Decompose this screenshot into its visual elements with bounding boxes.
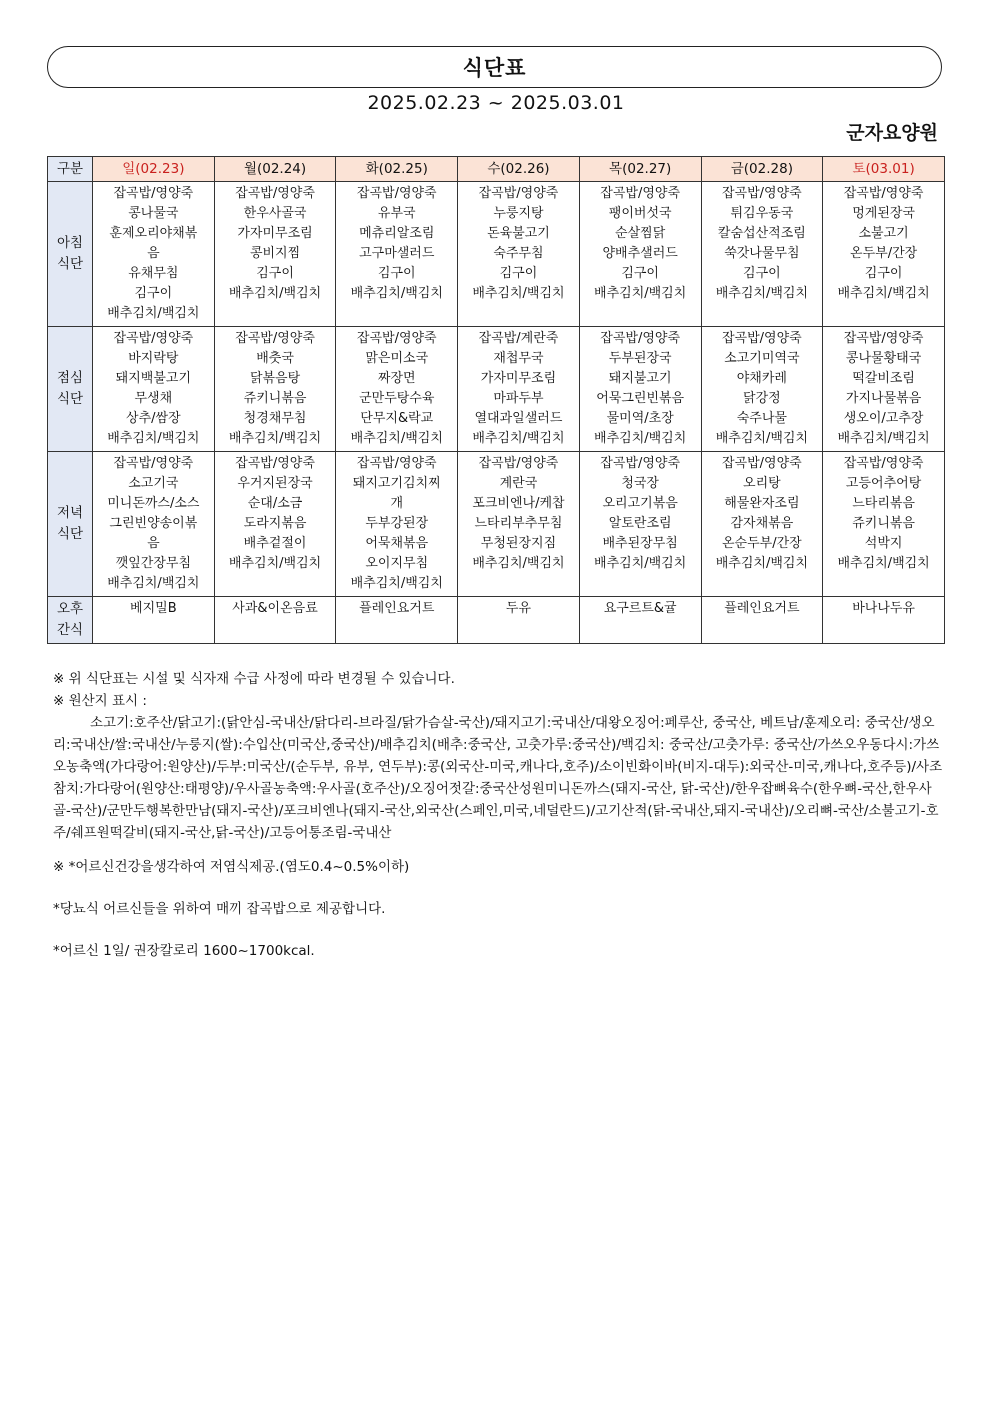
date-range: 2025.02.23 ~ 2025.03.01: [367, 92, 625, 114]
menu-item: 미니돈까스/소스: [107, 496, 200, 511]
notes-section: [53, 668, 943, 962]
menu-item: 배추김치/백김치: [350, 431, 443, 446]
menu-item: 배추김치/백김치: [107, 306, 200, 321]
menu-item: 돼지불고기: [608, 371, 672, 386]
menu-item: 유부국: [377, 206, 416, 221]
menu-item: 야채카레: [736, 371, 787, 386]
menu-item: 계란국: [499, 476, 538, 491]
menu-item: 마파두부: [493, 391, 544, 406]
menu-item: 상추/쌈장: [126, 411, 181, 426]
menu-cell-snack-tue: [336, 597, 458, 644]
menu-item: 배추김치/백김치: [594, 556, 687, 571]
menu-cell-breakfast-thu: [579, 182, 701, 327]
menu-item: 잡곡밥/영양죽: [478, 186, 559, 201]
menu-item: 배추김치/백김치: [350, 576, 443, 591]
menu-item: 배추김치/백김치: [594, 431, 687, 446]
menu-item: 해물완자조림: [724, 496, 800, 511]
menu-cell-snack-fri: [701, 597, 823, 644]
menu-item: 배추김치/백김치: [350, 286, 443, 301]
menu-cell-breakfast-fri: [701, 182, 823, 327]
menu-item: 군만두탕수육: [359, 391, 435, 406]
menu-item: 잡곡밥/영양죽: [722, 186, 802, 201]
meal-label-line: 점심: [56, 370, 84, 386]
menu-item: 쥬키니볶음: [243, 391, 307, 406]
menu-item: 포크비엔나/케찹: [472, 496, 565, 511]
menu-item: 양배추샐러드: [602, 246, 678, 261]
menu-item: 잡곡밥/영양죽: [478, 456, 559, 471]
day-header-sun: 일(02.23): [93, 157, 215, 182]
menu-item: 배추김치/백김치: [715, 556, 809, 571]
menu-item: 짜장면: [377, 371, 416, 386]
menu-item: 열대과일샐러드: [474, 411, 563, 426]
menu-item: 닭강정: [743, 391, 781, 406]
menu-cell-snack-sun: [93, 597, 215, 644]
origin-text: 소고기:호주산/닭고기:(닭안심-국내산/닭다리-브라질/닭가슴살-국산)/돼지고기:국내산/대왕오징어:페루산, 중국산, 베트남/훈제오리: 중국산/생오리:국내산/쌀:국내산/누룽지(쌀):수입산(미국산,중국산)/배추김치(배추:중국산, 고춧가루:중국산)/백김치: 중국산/고춧가루: 중국산/가쓰오우동다시:가쓰오농축액(가다랑어:원양산)/두부:미국산/(순두부, 유부, 연두부):콩(외국산-미국,캐나다,호주)/소이빈화이바(비지-대두):외국산-미국,캐나다,호주등)/사조참치:가다랑어(원양산:태평양)/우사골농축액:우사골(호주산)/오징어젓갈:중국산성원미니돈까스(돼지-국산, 닭-국산)/한우잡뼈육수(한우뼈-국산,한우사골-국산)/군만두행복한만남(돼지-국산)/포크비엔나(돼지-국산,외국산(스페인,미국,네덜란드)/고기산적(닭-국내산,돼지-국내산)/오리뼈-국산/소불고기-호주/쉐프원떡갈비(돼지-국산,닭-국산)/고등어통조림-국내산: [53, 715, 943, 841]
menu-item: 튀김우동국: [730, 206, 794, 221]
meal-label-lunch: [48, 327, 93, 452]
menu-item: 메츄리알조림: [359, 226, 435, 241]
meal-label-line: 식단: [56, 526, 84, 542]
menu-item: 콩비지찜: [249, 246, 301, 261]
menu-item: 한우사골국: [243, 206, 307, 221]
menu-item: 잡곡밥/영양죽: [356, 186, 437, 201]
menu-item: 팽이버섯국: [608, 206, 672, 221]
menu-cell-dinner-thu: [579, 452, 701, 597]
meal-row-dinner: [48, 452, 945, 597]
menu-cell-lunch-fri: [701, 327, 823, 452]
menu-cell-lunch-sat: [823, 327, 945, 452]
origin-heading: ※ 원산지 표시 :: [53, 693, 147, 709]
menu-item: 배추김치/백김치: [837, 286, 930, 301]
menu-item: 잡곡밥/영양죽: [843, 186, 924, 201]
day-header-thu: 목(02.27): [579, 157, 701, 182]
menu-item: 배추겉절이: [243, 536, 307, 551]
menu-item: 숙주무침: [493, 246, 544, 261]
menu-item: 두유: [505, 601, 532, 616]
menu-item: 누룽지탕: [493, 206, 544, 221]
meal-label-line: 식단: [56, 391, 84, 407]
menu-item: 잡곡밥/영양죽: [600, 186, 681, 201]
menu-item: 잡곡밥/영양죽: [356, 456, 437, 471]
menu-item: 깻잎간장무침: [115, 556, 192, 571]
menu-item: 그린빈양송이볶: [109, 516, 198, 531]
menu-item: 멍게된장국: [852, 206, 915, 221]
menu-item: 배추김치/백김치: [228, 286, 322, 301]
menu-item: 음: [147, 536, 160, 551]
diabetes-note: *당뇨식 어르신들을 위하여 매끼 잡곡밥으로 제공합니다.: [53, 901, 386, 917]
menu-item: 플레인요거트: [724, 601, 800, 616]
menu-item: 감자채볶음: [730, 516, 794, 531]
menu-item: 배추김치/백김치: [837, 556, 930, 571]
menu-item: 잡곡밥/영양죽: [722, 331, 802, 346]
menu-item: 유채무침: [128, 266, 179, 281]
menu-item: 배추김치/백김치: [228, 556, 322, 571]
menu-cell-lunch-mon: [214, 327, 336, 452]
menu-item: 돼지고기김치찌: [352, 476, 441, 491]
menu-item: 청국장: [621, 476, 659, 491]
menu-item: 두부된장국: [608, 351, 672, 366]
menu-item: 배추김치/백김치: [472, 431, 565, 446]
calorie-note: *어르신 1일/ 권장칼로리 1600~1700kcal.: [53, 943, 315, 959]
menu-item: 쑥갓나물무침: [724, 246, 800, 261]
menu-item: 석박지: [864, 536, 903, 551]
meal-label-line: 오후: [56, 601, 84, 617]
menu-item: 온두부/간장: [850, 246, 918, 261]
menu-cell-dinner-fri: [701, 452, 823, 597]
menu-item: 김구이: [377, 266, 416, 281]
menu-item: 칼숨섭산적조림: [717, 226, 806, 241]
menu-item: 무생채: [134, 391, 173, 406]
meal-label-line: 간식: [56, 622, 84, 638]
menu-item: 김구이: [864, 266, 903, 281]
menu-item: 베지밀B: [130, 601, 177, 616]
menu-item: 개: [390, 496, 404, 511]
menu-item: 배추된장무침: [602, 536, 678, 551]
menu-item: 음: [147, 246, 160, 261]
menu-item: 배추김치/백김치: [228, 431, 322, 446]
day-header-mon: 월(02.24): [214, 157, 336, 182]
menu-cell-dinner-mon: [214, 452, 336, 597]
menu-item: 잡곡밥/계란죽: [478, 331, 559, 346]
corner-header: 구분: [48, 157, 93, 182]
menu-cell-breakfast-sat: [823, 182, 945, 327]
menu-item: 소고기미역국: [724, 351, 800, 366]
menu-item: 돼지백불고기: [115, 371, 192, 386]
change-notice: ※ 위 식단표는 시설 및 식자재 수급 사정에 따라 변경될 수 있습니다.: [53, 671, 455, 687]
menu-item: 배추김치/백김치: [715, 286, 809, 301]
menu-item: 느타리부추무침: [474, 516, 563, 531]
menu-item: 잡곡밥/영양죽: [113, 186, 194, 201]
page-title: 식단표: [462, 56, 527, 80]
menu-item: 청경채무침: [243, 411, 307, 426]
menu-item: 바지락탕: [128, 351, 179, 366]
menu-cell-dinner-wed: [458, 452, 580, 597]
menu-item: 콩나물국: [128, 206, 179, 221]
menu-item: 가지나물볶음: [845, 391, 922, 406]
menu-item: 잡곡밥/영양죽: [113, 456, 194, 471]
menu-cell-breakfast-wed: [458, 182, 580, 327]
day-header-sat: 토(03.01): [823, 157, 945, 182]
day-header-tue: 화(02.25): [336, 157, 458, 182]
menu-item: 고등어추어탕: [845, 476, 922, 491]
menu-item: 오리고기볶음: [602, 496, 678, 511]
meal-label-line: 저녁: [56, 505, 84, 521]
menu-item: 맑은미소국: [365, 351, 429, 366]
menu-cell-snack-thu: [579, 597, 701, 644]
meal-row-snack: [48, 597, 945, 644]
menu-table: [47, 156, 945, 644]
menu-item: 잡곡밥/영양죽: [600, 331, 681, 346]
menu-item: 김구이: [621, 266, 659, 281]
low-salt-note: ※ *어르신건강을생각하여 저염식제공.(염도0.4~0.5%이하): [53, 859, 410, 875]
menu-cell-breakfast-mon: [214, 182, 336, 327]
menu-cell-dinner-sat: [823, 452, 945, 597]
menu-item: 훈제오리야채볶: [109, 226, 198, 241]
menu-item: 배추김치/백김치: [594, 286, 687, 301]
menu-item: 가자미무조림: [480, 371, 557, 386]
menu-item: 알토란조림: [608, 516, 672, 531]
menu-cell-lunch-thu: [579, 327, 701, 452]
menu-item: 소고기국: [128, 476, 179, 491]
menu-item: 가자미무조림: [237, 226, 313, 241]
menu-item: 배추김치/백김치: [837, 431, 930, 446]
meal-label-snack: [48, 597, 93, 644]
menu-cell-snack-wed: [458, 597, 580, 644]
menu-item: 무청된장지짐: [480, 536, 557, 551]
menu-item: 잡곡밥/영양죽: [235, 186, 315, 201]
menu-item: 잡곡밥/영양죽: [113, 331, 194, 346]
menu-item: 잡곡밥/영양죽: [356, 331, 437, 346]
menu-item: 사과&이온음료: [232, 601, 318, 616]
menu-item: 바나나두유: [852, 601, 915, 616]
menu-item: 물미역/초장: [606, 411, 674, 426]
menu-item: 어묵채볶음: [365, 536, 429, 551]
title-box: [47, 46, 942, 88]
menu-item: 소불고기: [858, 226, 909, 241]
day-header-fri: 금(02.28): [701, 157, 823, 182]
menu-cell-breakfast-sun: [93, 182, 215, 327]
menu-item: 김구이: [256, 266, 294, 281]
menu-item: 닭볶음탕: [249, 371, 301, 386]
menu-item: 배추김치/백김치: [472, 556, 565, 571]
menu-item: 잡곡밥/영양죽: [600, 456, 681, 471]
menu-item: 고구마샐러드: [359, 246, 435, 261]
menu-item: 잡곡밥/영양죽: [843, 331, 924, 346]
menu-cell-lunch-tue: [336, 327, 458, 452]
day-header-wed: 수(02.26): [458, 157, 580, 182]
menu-item: 재첩무국: [493, 351, 544, 366]
menu-item: 오이지무침: [365, 556, 429, 571]
menu-item: 온순두부/간장: [722, 536, 802, 551]
menu-item: 잡곡밥/영양죽: [235, 456, 315, 471]
menu-item: 떡갈비조림: [852, 371, 915, 386]
menu-item: 김구이: [134, 286, 173, 301]
menu-item: 어묵그린빈볶음: [596, 391, 685, 406]
menu-item: 두부강된장: [365, 516, 429, 531]
menu-cell-dinner-tue: [336, 452, 458, 597]
menu-item: 잡곡밥/영양죽: [722, 456, 802, 471]
menu-cell-dinner-sun: [93, 452, 215, 597]
menu-item: 잡곡밥/영양죽: [235, 331, 315, 346]
meal-label-breakfast: [48, 182, 93, 327]
meal-row-breakfast: [48, 182, 945, 327]
menu-item: 쥬키니볶음: [852, 516, 915, 531]
menu-body: [48, 182, 945, 644]
menu-item: 단무지&락교: [360, 411, 434, 426]
menu-item: 숙주나물: [736, 411, 787, 426]
menu-item: 김구이: [743, 266, 781, 281]
organization-name: 군자요양원: [846, 122, 938, 144]
menu-item: 순대/소금: [247, 496, 303, 511]
menu-item: 우거지된장국: [237, 476, 313, 491]
header-row: [48, 157, 945, 182]
menu-item: 콩나물황태국: [845, 351, 922, 366]
menu-item: 순살찜닭: [615, 226, 666, 241]
meal-row-lunch: [48, 327, 945, 452]
menu-item: 느타리볶음: [852, 496, 915, 511]
menu-cell-lunch-sun: [93, 327, 215, 452]
menu-cell-snack-mon: [214, 597, 336, 644]
menu-item: 요구르트&귤: [603, 601, 677, 616]
menu-item: 배추김치/백김치: [107, 431, 200, 446]
menu-item: 잡곡밥/영양죽: [843, 456, 924, 471]
menu-item: 배추김치/백김치: [715, 431, 809, 446]
menu-item: 배추김치/백김치: [107, 576, 200, 591]
menu-cell-lunch-wed: [458, 327, 580, 452]
menu-item: 생오이/고추장: [843, 411, 924, 426]
menu-item: 오리탕: [743, 476, 781, 491]
meal-label-dinner: [48, 452, 93, 597]
menu-item: 배추김치/백김치: [472, 286, 565, 301]
menu-cell-breakfast-tue: [336, 182, 458, 327]
meal-label-line: 아침: [56, 235, 84, 251]
meal-label-line: 식단: [56, 256, 84, 272]
menu-item: 플레인요거트: [359, 601, 435, 616]
menu-item: 배춧국: [256, 351, 294, 366]
menu-cell-snack-sat: [823, 597, 945, 644]
menu-item: 김구이: [499, 266, 538, 281]
menu-item: 돈육불고기: [487, 226, 550, 241]
menu-item: 도라지볶음: [243, 516, 307, 531]
